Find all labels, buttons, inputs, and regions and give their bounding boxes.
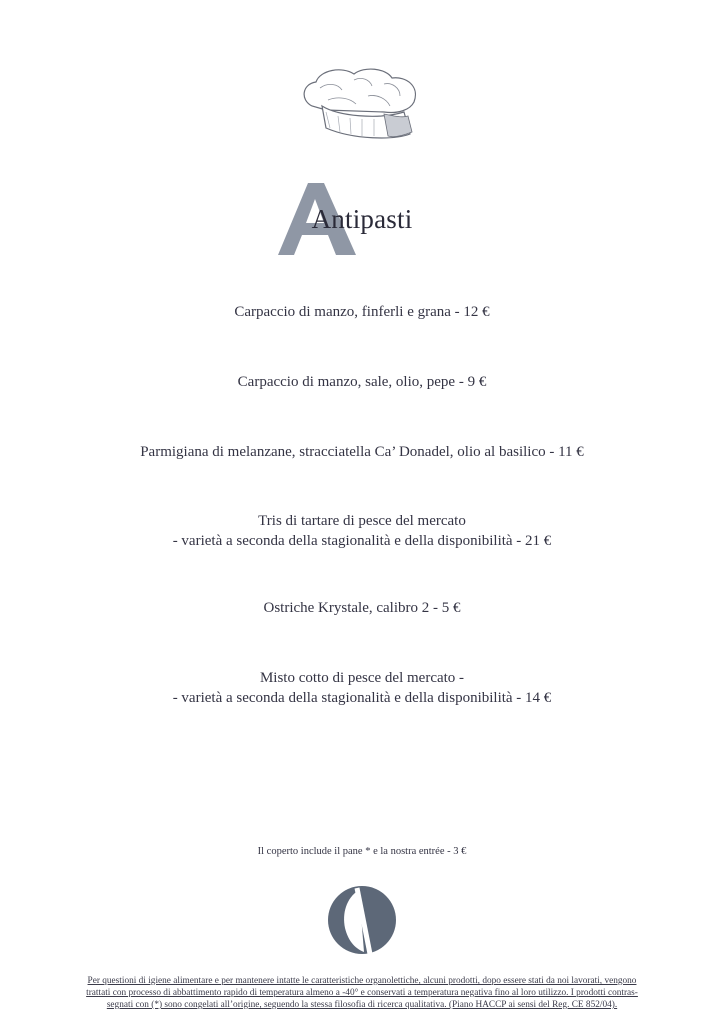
dish-line: - varietà a seconda della stagionalità e della disponibilità - 14 € — [172, 690, 552, 706]
section-header — [0, 183, 724, 263]
dish-item — [0, 598, 724, 618]
footnote-line: Per questioni di igiene alimentare e per mantenere intatte le caratteristiche organolettiche, alcuni prodotti, dopo essere stati da noi lavorati, vengono — [87, 976, 637, 986]
chef-hat-icon — [298, 66, 424, 144]
dish-line: - varietà a seconda della stagionalità e della disponibilità - 21 € — [172, 533, 552, 549]
dish-line: Carpaccio di manzo, finferli e grana - 12 € — [234, 304, 490, 320]
dish-line: Carpaccio di manzo, sale, olio, pepe - 9 € — [237, 374, 487, 390]
footnote-line: segnati con (*) sono congelati all’origine, seguendo la stessa filosofia di ricerca qualitativa. (Piano HACCP ai sensi del Reg. CE 852/04). — [106, 1000, 618, 1010]
dish-item — [0, 442, 724, 462]
restaurant-logo-icon — [326, 884, 398, 956]
hygiene-footnote — [40, 975, 684, 1011]
cover-charge-note: Il coperto include il pane * e la nostra entrée - 3 € — [257, 846, 467, 857]
dish-line: Tris di tartare di pesce del mercato — [258, 513, 466, 529]
dish-line: Parmigiana di melanzane, stracciatella Ca’ Donadel, olio al basilico - 11 € — [140, 444, 584, 460]
section-title: Antipasti — [311, 204, 413, 234]
dish-item — [0, 302, 724, 322]
dish-item — [0, 668, 724, 708]
dish-item — [0, 372, 724, 392]
dish-line: Misto cotto di pesce del mercato - — [259, 670, 465, 686]
dish-line: Ostriche Krystale, calibro 2 - 5 € — [263, 600, 461, 616]
footnote-line: trattati con processo di abbattimento rapido di temperatura almeno a -40° e conservati a temperatura negativa fino al loro utilizzo. I prodotti contras- — [86, 988, 638, 998]
dish-item — [0, 511, 724, 551]
